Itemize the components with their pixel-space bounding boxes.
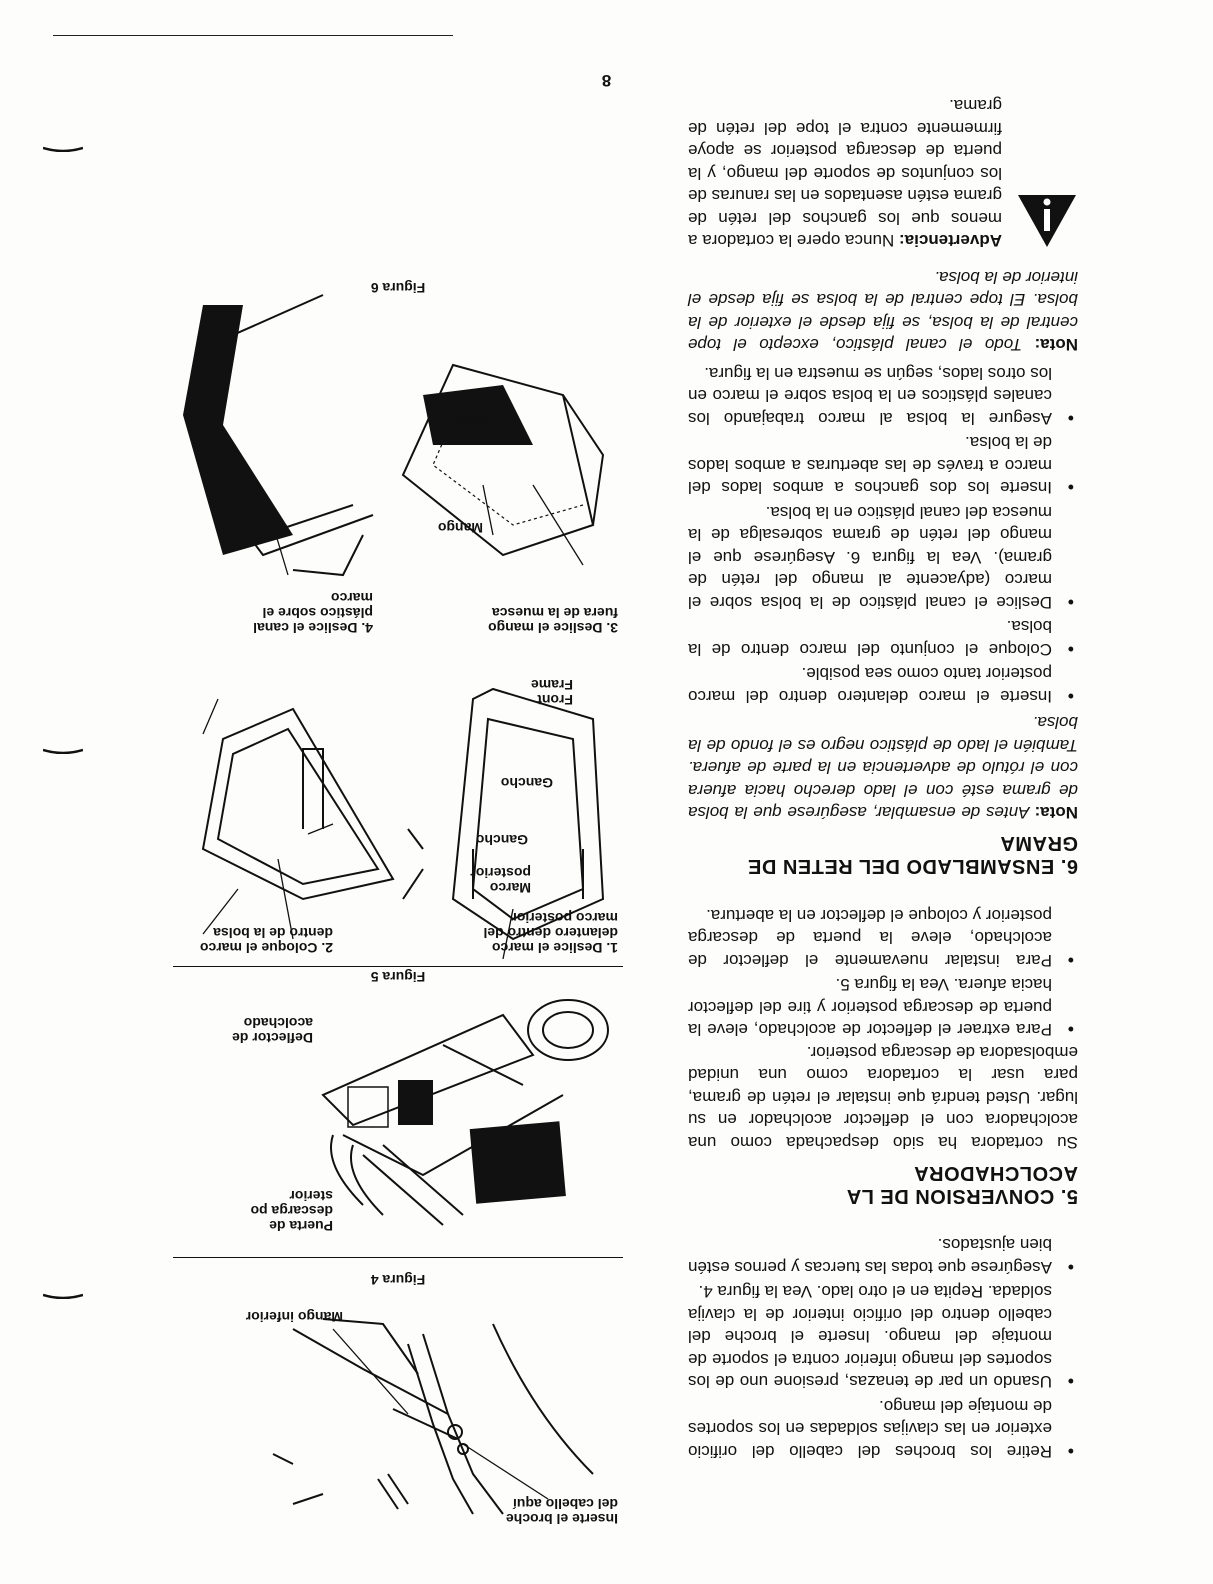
- list-item: • Inserte el marco delantero dentro del marco posterior tanto como sea posible.: [688, 662, 1078, 707]
- list-item: • Inserte los dos ganchos a ambos lados del marco a través de las aberturas a ambos lados de la bolsa.: [688, 431, 1078, 499]
- margin-mark-icon: [43, 746, 83, 754]
- margin-mark-icon: [43, 144, 83, 152]
- label-rear-frame: Marco posterior: [470, 865, 531, 896]
- label-notch: Muesca: [441, 415, 493, 431]
- step-4-label: 4. Deslice el canal plástico sobre el marco: [253, 590, 373, 636]
- note-label: Nota:: [1034, 335, 1078, 355]
- figure-5-deflector: [173, 995, 623, 1245]
- label-handle: Mango inferior: [245, 1309, 343, 1325]
- warning-text: Advertencia: Nunca opere la cortadora a menos que los ganchos del retén de grama estén asentados en las ranuras de los conjuntos de soporte del mango, y la puerta de descarga posterior se apoye firmemente contra el tope del retén de grama.: [688, 96, 1002, 251]
- list-item: • Para extraer el deflector de acolchado, eleve la puerta de descarga posterior y tire del deflector hacia afuera. Vea la figura 5.: [688, 973, 1078, 1041]
- label-clip: Inserte el broche del cabello aquí: [505, 1496, 618, 1527]
- section-6-title: 6. ENSAMBLADO DEL RETEN DE GRAMA: [747, 832, 1078, 878]
- list-item: • Retire los broches del cabello del orificio exterior en las clavijas soldadas en los soportes de montaje del mango.: [688, 1395, 1078, 1463]
- section-5-title: 5. CONVERSION DE LA ACOLCHADORA: [846, 1162, 1078, 1207]
- warning-triangle-icon: [1016, 194, 1078, 250]
- note-label: Nota:: [1034, 803, 1078, 823]
- scan-edge-line: [53, 35, 453, 36]
- section-5-paragraph: Su cortadora ha sido despachada como una acolchadora con el deflector acolchador en su lugar. Usted tendrá que instalar el retén de grama, para usar la cortadora como una unidad embolsadora de descarga posterior.: [688, 1043, 1078, 1152]
- label-hook: Gancho: [475, 832, 528, 848]
- figures-column: [173, 275, 623, 1534]
- section-6-bullets: [688, 362, 1078, 708]
- figure-5: [173, 655, 623, 995]
- list-item: • Para instalar nuevamente el deflector de acolchado, eleve la puerta de descarga posterior y coloque el deflector en la abertura.: [688, 904, 1078, 972]
- list-item: • Asegure la bolsa al marco trabajando los canales plásticos en la bolsa sobre el marco en los otros lados, según se muestra en la figura.: [688, 362, 1078, 430]
- margin-mark-icon: [43, 1291, 83, 1299]
- label-rear-door: Puerta de descarga po sterior: [250, 1188, 333, 1234]
- section-5-bullets: [688, 904, 1078, 1041]
- divider: [173, 966, 623, 967]
- step-1-label: 1. Deslice el marco delantero dentro del marco posterior: [483, 910, 618, 956]
- figure-6: [173, 275, 623, 655]
- list-item: • Deslice el canal plástico de la bolsa sobre el marco (adyacente al mango del retén de grama). Vea la figura 6. Asegúrese que el mango del retén de grama sobresalga de la muesca del canal plástico en la bolsa.: [688, 501, 1078, 614]
- note-text: Todo el canal plástico, excepto el tope central de la bolsa, se fija desde el exterior de la bolsa. El tope central de la bolsa se fija desde el interior de la bolsa.: [688, 268, 1078, 355]
- label-mulch-deflector: Deflector de acolchado: [232, 1015, 313, 1046]
- figure-4: [173, 1266, 623, 1534]
- figure-6-title: Figura 6: [370, 280, 426, 296]
- note-1: [688, 711, 1078, 824]
- step-3-label: 3. Deslice el mango fuera de la muesca: [488, 605, 618, 636]
- bag-assembly-illustration: [173, 265, 623, 595]
- warning-label: Advertencia:: [899, 231, 1002, 251]
- figure-5-title: Figura 5: [370, 969, 426, 985]
- list-item: • Usando un par de tenazas, presione uno de los soportes del mango inferior contra el soporte de montaje del mango. Inserte el broche del cabello dentro del orificio interior de la clavija soldada. Repita en el otro lado. Vea la figura 4.: [688, 1280, 1078, 1393]
- step-2-label: 2. Coloque el marco dentro de la bolsa: [199, 925, 333, 956]
- note-text: Antes de ensamblar, asegúrese que la bolsa de grama esté con el lado derecho hacia afuera con el rótulo de advertencia en la parte de afuera. También el lado de plástico negro es el fondo de la bolsa.: [688, 713, 1078, 823]
- intro-bullets: [688, 1233, 1078, 1462]
- figure-4-title: Figura 4: [370, 1272, 426, 1288]
- note-2: [688, 266, 1078, 356]
- label-handle: Mango: [437, 520, 483, 536]
- warning-block: [688, 94, 1078, 252]
- page-number: 8: [601, 71, 612, 90]
- divider: [173, 1257, 623, 1258]
- text-column: [688, 94, 1078, 1462]
- list-item: • Coloque el conjunto del marco dentro de la bolsa.: [688, 615, 1078, 660]
- label-front-frame: Front Frame: [530, 677, 573, 708]
- label-hook: Gancho: [500, 775, 553, 791]
- list-item: • Asegúrese que todas las tuercas y pernos estén bien ajustados.: [688, 1233, 1078, 1278]
